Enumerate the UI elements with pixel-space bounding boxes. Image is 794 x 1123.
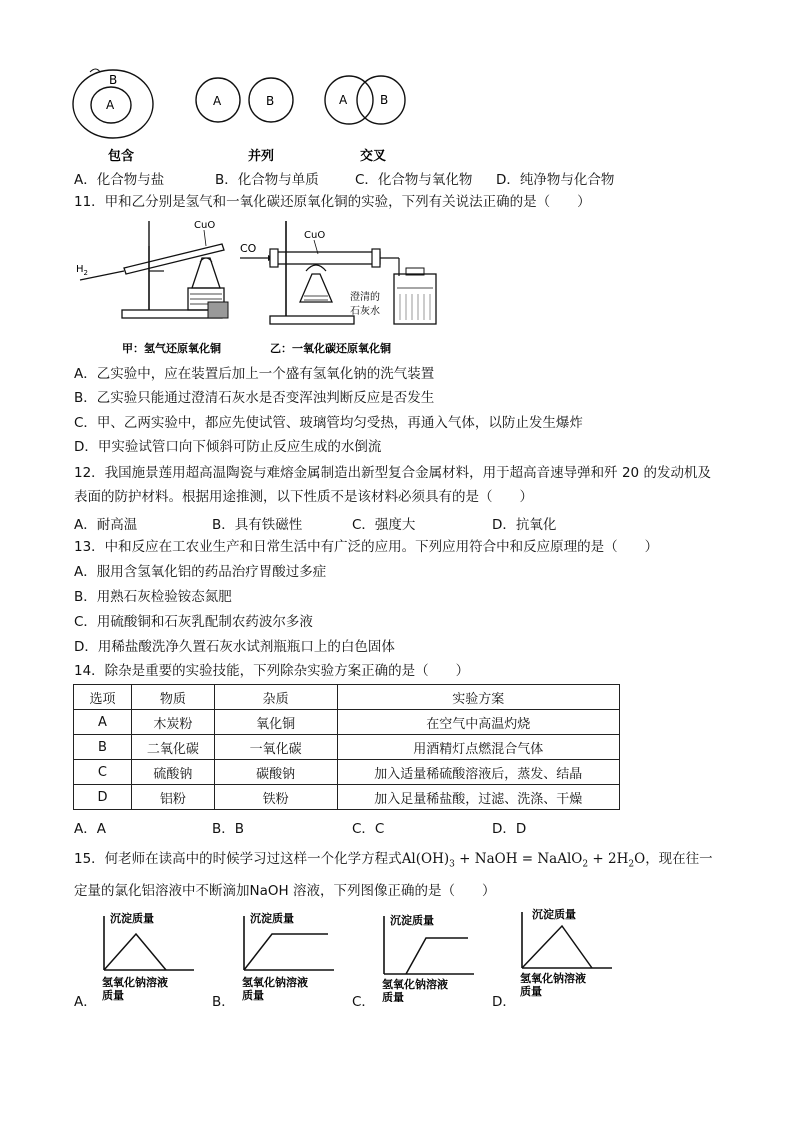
q14-option-d: D．D (492, 821, 527, 837)
q13-option-d: D．用稀盐酸洗净久置石灰水试剂瓶瓶口上的白色固体 (74, 639, 395, 655)
q12-option-b: B．具有铁磁性 (212, 517, 303, 533)
table-row (74, 785, 620, 810)
cell-substance: 硫酸钠 (131, 760, 214, 785)
limewater-label-1: 澄清的 (350, 292, 380, 303)
graph-b (236, 910, 346, 1002)
graph-c-xlabel: 氢氧化钠溶液 (382, 978, 448, 991)
q15-stem-line1: 15．何老师在读高中的时候学习过这样一个化学方程式$Al(OH)_3$ + NaOH = NaAlO$_2$ + $2H_2O$，现在往一 (74, 851, 713, 870)
q12-stem-line2: 表面的防护材料。根据用途推测，以下性质不是该材料必须具有的是（ ） (74, 489, 533, 505)
q12-option-d: D．抗氧化 (492, 517, 557, 533)
q12-option-a: A．耐高温 (74, 517, 138, 533)
q11-option-b: B．乙实验只能通过澄清石灰水是否变浑浊判断反应是否发生 (74, 390, 435, 406)
graph-a-curve (104, 934, 166, 970)
cell-option: A (74, 710, 132, 735)
cell-substance: 二氧化碳 (131, 735, 214, 760)
venn-parallel-left: A (213, 94, 222, 108)
co-label: CO (240, 242, 257, 255)
table-row (74, 710, 620, 735)
graph-d-ylabel: 沉淀质量 (532, 908, 576, 921)
graph-d-curve (522, 926, 592, 968)
limewater-label-2: 石灰水 (350, 306, 380, 317)
cell-option: C (74, 760, 132, 785)
q13-option-b: B．用熟石灰检验铵态氮肥 (74, 589, 232, 605)
q15-stem-line2: 定量的氯化铝溶液中不断滴加NaOH 溶液，下列图像正确的是（ ） (74, 883, 496, 899)
venn-include-inner: A (106, 98, 115, 112)
caption-jia: 甲：氢气还原氧化铜 (122, 342, 221, 355)
q12-stem-line1: 12．我国施景莲用超高温陶瓷与难熔金属制造出新型复合金属材料，用于超高音速导弹和歼 20 的发动机及 (74, 465, 711, 481)
venn-parallel-right: B (266, 94, 275, 108)
q10-option-c: C．化合物与氧化物 (355, 172, 473, 188)
graph-b-ylabel: 沉淀质量 (250, 912, 294, 925)
graph-d-xlabel: 氢氧化钠溶液 (520, 972, 586, 985)
venn-parallel-label: 并列 (248, 149, 275, 164)
q14-option-c: C．C (352, 821, 385, 837)
graph-c-ylabel: 沉淀质量 (390, 914, 434, 927)
cuo-label-jia: CuO (194, 220, 216, 231)
graph-a-xlabel: 氢氧化钠溶液 (102, 976, 168, 989)
venn-include-label: 包含 (108, 149, 135, 164)
graph-a (96, 910, 206, 1002)
caption-yi: 乙：一氧化碳还原氧化铜 (270, 342, 391, 355)
cell-option: B (74, 735, 132, 760)
venn-cross-label: 交叉 (360, 149, 387, 164)
q14-table (73, 684, 620, 810)
q15-option-a: A． (74, 994, 97, 1010)
q15-option-b: B． (212, 994, 235, 1010)
q13-stem: 13．中和反应在工农业生产和日常生活中有广泛的应用。下列应用符合中和反应原理的是（ ） (74, 539, 659, 555)
venn-cross-right: B (380, 93, 389, 107)
graph-d (514, 904, 624, 1000)
venn-include (73, 69, 153, 164)
cell-method: 加入足量稀盐酸，过滤、洗涤、干燥 (337, 785, 619, 810)
venn-cross (325, 76, 405, 164)
q11-option-d: D．甲实验试管口向下倾斜可防止反应生成的水倒流 (74, 439, 382, 455)
cell-method: 加入适量稀硫酸溶液后，蒸发、结晶 (337, 760, 619, 785)
venn-parallel (196, 78, 293, 164)
cell-impurity: 碳酸钠 (214, 760, 337, 785)
cell-impurity: 氧化铜 (214, 710, 337, 735)
graph-c-xlabel-2: 质量 (382, 991, 404, 1002)
cell-substance: 铝粉 (131, 785, 214, 810)
graph-d-xlabel-2: 质量 (520, 985, 542, 998)
q15-option-d: D． (492, 994, 516, 1010)
cell-option: D (74, 785, 132, 810)
header-option: 选项 (74, 685, 132, 710)
q13-option-c: C．用硫酸铜和石灰乳配制农药波尔多液 (74, 614, 313, 630)
cell-method: 用酒精灯点燃混合气体 (337, 735, 619, 760)
q11-option-a: A．乙实验中，应在装置后加上一个盛有氢氧化钠的洗气装置 (74, 366, 435, 382)
graph-a-xlabel-2: 质量 (102, 989, 124, 1002)
q14-option-b: B．B (212, 821, 245, 837)
graph-a-ylabel: 沉淀质量 (110, 912, 154, 925)
q10-option-d: D．纯净物与化合物 (496, 172, 615, 188)
graph-c-curve (406, 938, 468, 974)
q10-option-b: B．化合物与单质 (215, 172, 319, 188)
q11-apparatus-figure (74, 216, 444, 358)
table-row (74, 760, 620, 785)
graph-b-curve (244, 934, 328, 970)
header-method: 实验方案 (337, 685, 619, 710)
apparatus-yi (240, 221, 436, 355)
q14-option-a: A．A (74, 821, 106, 837)
q14-stem: 14．除杂是重要的实验技能，下列除杂实验方案正确的是（ ） (74, 663, 470, 679)
graph-b-xlabel: 氢氧化钠溶液 (242, 976, 308, 989)
cuo-label-yi: CuO (304, 230, 326, 241)
q11-stem: 11．甲和乙分别是氢气和一氧化碳还原氧化铜的实验，下列有关说法正确的是（ ） (74, 194, 591, 210)
q12-option-c: C．强度大 (352, 517, 416, 533)
q13-option-a: A．服用含氢氧化铝的药品治疗胃酸过多症 (74, 564, 327, 580)
table-row (74, 735, 620, 760)
q15-equation: $Al(OH)_3$ + NaOH = NaAlO$_2$ + $2H_2O$ (401, 851, 646, 870)
header-substance: 物质 (131, 685, 214, 710)
h2-label: $H_2$ (76, 264, 88, 277)
venn-cross-left: A (339, 93, 348, 107)
cell-substance: 木炭粉 (131, 710, 214, 735)
graph-b-xlabel-2: 质量 (242, 989, 264, 1002)
q15-option-c: C． (352, 994, 375, 1010)
q11-option-c: C．甲、乙两实验中，都应先使试管、玻璃管均匀受热，再通入气体，以防止发生爆炸 (74, 415, 583, 431)
cell-impurity: 一氧化碳 (214, 735, 337, 760)
header-impurity: 杂质 (214, 685, 337, 710)
cell-method: 在空气中高温灼烧 (337, 710, 619, 735)
cell-impurity: 铁粉 (214, 785, 337, 810)
venn-include-outer: B (109, 73, 118, 87)
apparatus-jia (76, 220, 228, 355)
graph-c (376, 910, 486, 1002)
q10-option-a: A．化合物与盐 (74, 172, 165, 188)
venn-diagrams (66, 64, 626, 164)
table-header-row (74, 685, 620, 710)
